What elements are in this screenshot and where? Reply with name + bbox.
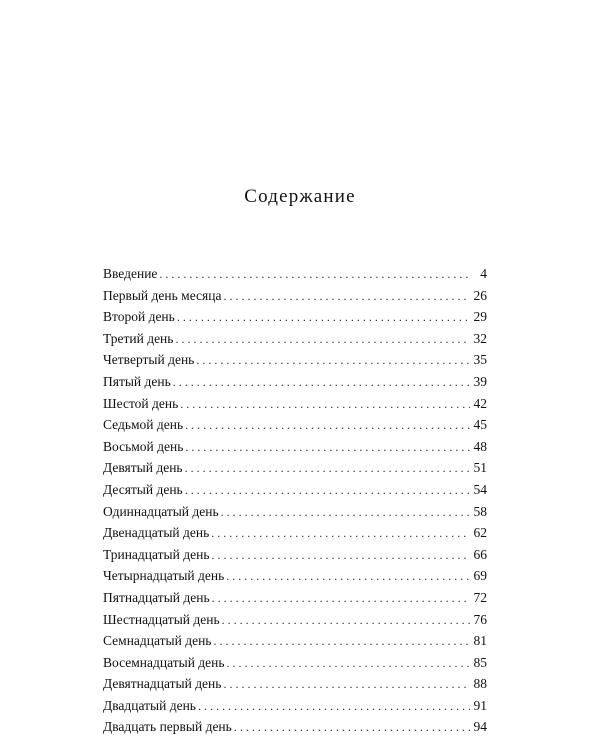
toc-entry[interactable] bbox=[103, 522, 487, 544]
toc-entry-label: Седьмой день bbox=[103, 417, 184, 433]
dot-leader bbox=[227, 653, 470, 675]
toc-entry[interactable] bbox=[103, 587, 487, 609]
dot-leader bbox=[173, 372, 470, 394]
dot-leader bbox=[226, 566, 470, 588]
toc-entry[interactable] bbox=[103, 414, 487, 436]
toc-entry-label: Девятый день bbox=[103, 460, 183, 476]
toc-entry[interactable] bbox=[103, 609, 487, 631]
toc-entry-label: Двадцать первый день bbox=[103, 719, 232, 735]
toc-entry[interactable] bbox=[103, 544, 487, 566]
toc-entry[interactable] bbox=[103, 695, 487, 717]
toc-entry-page-number: 45 bbox=[473, 417, 487, 433]
dot-leader bbox=[221, 502, 470, 524]
dot-leader bbox=[223, 286, 470, 308]
toc-entry[interactable] bbox=[103, 263, 487, 285]
toc-entry-page-number: 62 bbox=[473, 525, 487, 541]
toc-entry-label: Первый день месяца bbox=[103, 287, 222, 303]
toc-entry-page-number: 48 bbox=[473, 438, 487, 454]
toc-entry-label: Четырнадцатый день bbox=[103, 568, 225, 584]
toc-entry-page-number: 81 bbox=[473, 633, 487, 649]
toc-entry-label: Шестой день bbox=[103, 395, 179, 411]
dot-leader bbox=[185, 415, 470, 437]
dot-leader bbox=[222, 610, 470, 632]
page-title: Содержание bbox=[244, 186, 356, 207]
toc-entry-page-number: 66 bbox=[473, 546, 487, 562]
table-of-contents bbox=[103, 263, 487, 738]
dot-leader bbox=[159, 264, 470, 286]
toc-entry-page-number: 26 bbox=[473, 287, 487, 303]
toc-entry-label: Восьмой день bbox=[103, 438, 184, 454]
dot-leader bbox=[234, 717, 470, 739]
toc-entry-page-number: 39 bbox=[473, 373, 487, 389]
dot-leader bbox=[196, 350, 470, 372]
dot-leader bbox=[211, 545, 470, 567]
dot-leader bbox=[185, 480, 470, 502]
dot-leader bbox=[175, 329, 470, 351]
toc-entry-label: Введение bbox=[103, 266, 158, 281]
toc-entry[interactable] bbox=[103, 328, 487, 350]
toc-entry[interactable] bbox=[103, 436, 487, 458]
toc-entry[interactable] bbox=[103, 285, 487, 307]
toc-entry-label: Пятнадцатый день bbox=[103, 589, 210, 605]
toc-entry[interactable] bbox=[103, 673, 487, 695]
toc-entry-label: Второй день bbox=[103, 309, 175, 325]
dot-leader bbox=[223, 674, 470, 696]
dot-leader bbox=[198, 696, 470, 718]
toc-entry-page-number: 35 bbox=[473, 352, 487, 368]
toc-entry-label: Тринадцатый день bbox=[103, 546, 210, 562]
toc-entry[interactable] bbox=[103, 393, 487, 415]
toc-entry[interactable] bbox=[103, 565, 487, 587]
toc-entry-page-number: 91 bbox=[473, 697, 487, 713]
toc-entry-page-number: 58 bbox=[473, 503, 487, 519]
toc-entry-label: Восемнадцатый день bbox=[103, 654, 225, 670]
toc-entry-label: Пятый день bbox=[103, 373, 171, 389]
toc-entry-page-number: 29 bbox=[473, 309, 487, 325]
toc-entry-page-number: 72 bbox=[473, 589, 487, 605]
toc-entry[interactable] bbox=[103, 652, 487, 674]
toc-entry-page-number: 51 bbox=[473, 460, 487, 476]
toc-entry[interactable] bbox=[103, 306, 487, 328]
toc-entry[interactable] bbox=[103, 630, 487, 652]
dot-leader bbox=[180, 394, 470, 416]
toc-entry-page-number: 94 bbox=[473, 719, 487, 735]
toc-entry-label: Одиннадцатый день bbox=[103, 503, 219, 519]
toc-entry-page-number: 69 bbox=[473, 568, 487, 584]
toc-entry[interactable] bbox=[103, 501, 487, 523]
toc-entry-label: Третий день bbox=[103, 330, 174, 346]
toc-entry[interactable] bbox=[103, 479, 487, 501]
toc-entry[interactable] bbox=[103, 371, 487, 393]
toc-entry-label: Четвертый день bbox=[103, 352, 195, 368]
dot-leader bbox=[212, 588, 470, 610]
dot-leader bbox=[211, 523, 470, 545]
toc-entry-label: Десятый день bbox=[103, 481, 183, 497]
toc-entry[interactable] bbox=[103, 349, 487, 371]
dot-leader bbox=[213, 631, 470, 653]
toc-entry-page-number: 42 bbox=[473, 395, 487, 411]
dot-leader bbox=[185, 437, 470, 459]
dot-leader bbox=[185, 458, 470, 480]
toc-entry-label: Девятнадцатый день bbox=[103, 676, 222, 692]
toc-entry-label: Шестнадцатый день bbox=[103, 611, 220, 627]
toc-entry-page-number: 76 bbox=[473, 611, 487, 627]
toc-entry-page-number: 88 bbox=[473, 676, 487, 692]
toc-entry-page-number: 32 bbox=[473, 330, 487, 346]
toc-entry-label: Двадцатый день bbox=[103, 697, 196, 713]
toc-entry-label: Двенадцатый день bbox=[103, 525, 210, 541]
toc-entry[interactable] bbox=[103, 716, 487, 738]
toc-entry-page-number: 54 bbox=[473, 481, 487, 497]
toc-entry-label: Семнадцатый день bbox=[103, 633, 212, 649]
toc-entry-page-number: 4 bbox=[480, 266, 487, 281]
dot-leader bbox=[177, 307, 470, 329]
toc-entry-page-number: 85 bbox=[473, 654, 487, 670]
toc-entry[interactable] bbox=[103, 457, 487, 479]
